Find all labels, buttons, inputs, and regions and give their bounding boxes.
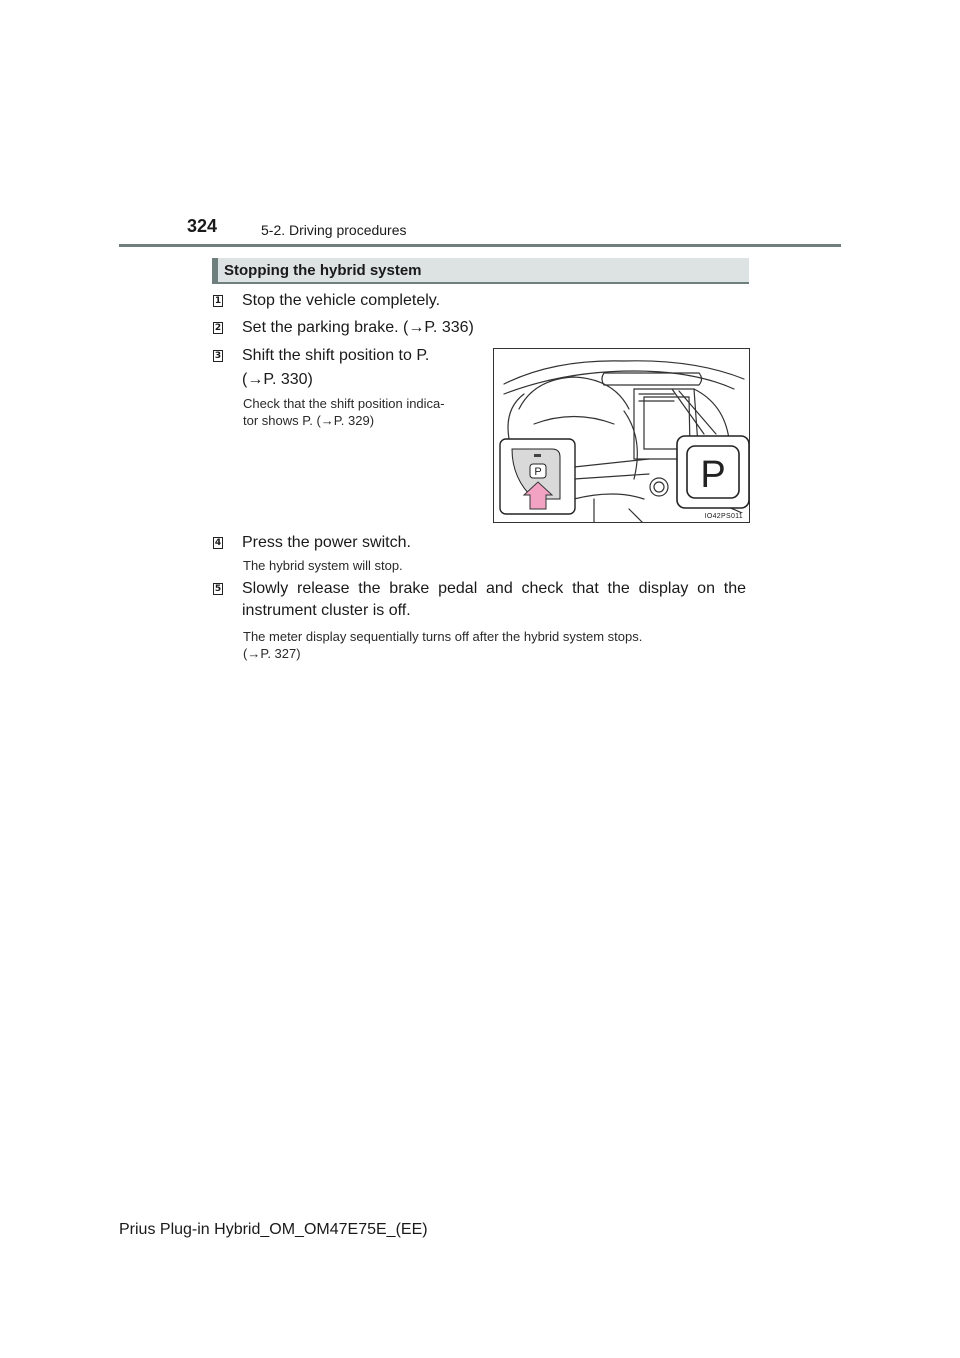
dashboard-drawing [494,349,750,523]
step-number-2: 2 [214,323,222,333]
heading-text: Stopping the hybrid system [224,262,422,279]
step-3-text-line2: (→P. 330) [242,371,313,388]
figure-code: IO42PS011 [704,513,743,520]
step-5-text-line2: instrument cluster is off. [242,602,411,619]
button-p-letter: P [534,466,542,478]
page-number: 324 [187,216,218,236]
section-title: 5-2. Driving procedures [261,222,407,238]
step-number-5: 5 [214,584,222,594]
step-3-text-line1: Shift the shift position to P. [242,347,430,364]
indicator-p-letter: P [700,454,726,496]
step-3-note-line2: tor shows P. (→P. 329) [243,413,375,428]
step-1-text: Stop the vehicle completely. [242,292,441,309]
heading-marker [212,258,218,282]
step-4-note: The hybrid system will stop. [243,558,403,573]
step-5-note-line1: The meter display sequentially turns off after the hybrid system stops. [243,629,643,644]
step-2-text: Set the parking brake. (→P. 336) [242,319,474,336]
step-number-4: 4 [214,538,222,548]
header-rule [119,244,841,247]
footer-document-id: Prius Plug-in Hybrid_OM_OM47E75E_(EE) [119,1221,428,1238]
section-heading [212,258,749,284]
step-3-note-line1: Check that the shift position indica- [243,396,445,411]
step-4-text: Press the power switch. [242,534,411,551]
step-number-3: 3 [214,351,222,361]
step-5-note-line2: (→P. 327) [243,646,301,661]
shift-position-illustration [493,348,750,523]
step-5-text-line1: Slowly release the brake pedal and check that the display on the [242,580,746,597]
step-number-1: 1 [214,296,222,306]
